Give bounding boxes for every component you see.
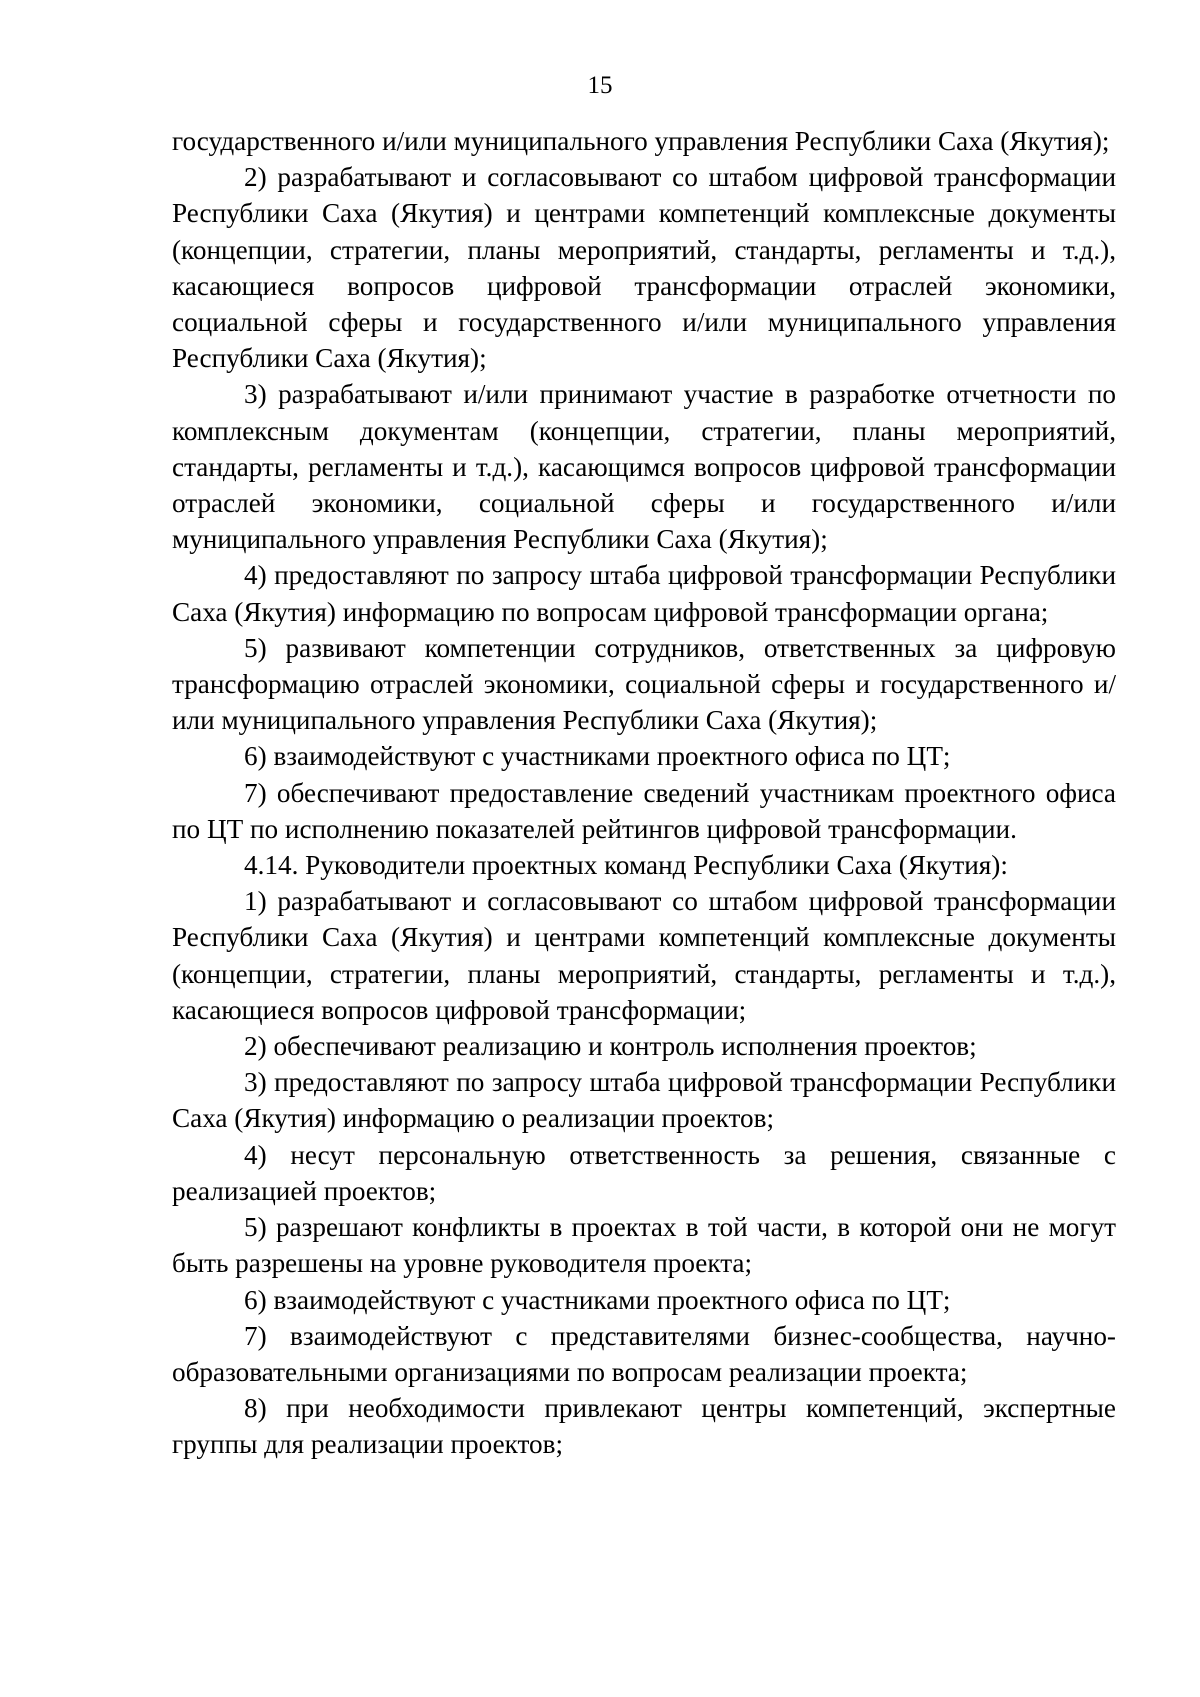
paragraph-item-8: 8) при необходимости привлекают центры компетенций, экспертные группы для реализации проектов; xyxy=(172,1393,1116,1460)
paragraph-item-5: 5) разрешают конфликты в проектах в той части, в которой они не могут быть разрешены на уровне руководителя проекта; xyxy=(172,1212,1116,1279)
paragraph-item-6: 6) взаимодействуют с участниками проектного офиса по ЦТ; xyxy=(244,1284,951,1315)
paragraph-item-3: 3) предоставляют по запросу штаба цифровой трансформации Республики Саха (Якутия) информацию о реализации проектов; xyxy=(172,1067,1116,1134)
page-number: 15 xyxy=(587,72,613,99)
paragraph-item-7: 7) обеспечивают предоставление сведений участникам проектного офиса по ЦТ по исполнению показателей рейтингов цифровой трансформации. xyxy=(172,777,1116,844)
paragraph-item-2: 2) разрабатывают и согласовывают со штабом цифровой трансформации Республики Саха (Якутия) и центрами компетенций комплексные документы (концепции, стратегии, планы мероприятий, стандарты, регламенты и т.д.), касающиеся вопросов цифровой трансформации отраслей экономики, социальной сферы и государственного и/или муниципального управления Республики Саха (Якутия); xyxy=(172,162,1116,374)
paragraph-item-7: 7) взаимодействуют с представителями бизнес-сообщества, научно-образовательными организациями по вопросам реализации проекта; xyxy=(172,1320,1116,1387)
paragraph-item-3: 3) разрабатывают и/или принимают участие в разработке отчетности по комплексным документам (концепции, стратегии, планы мероприятий, стандарты, регламенты и т.д.), касающимся вопросов цифровой трансформации отраслей экономики, социальной сферы и государственного и/или муниципального управления Республики Саха (Якутия); xyxy=(172,379,1116,555)
paragraph-item-6: 6) взаимодействуют с участниками проектного офиса по ЦТ; xyxy=(244,741,951,772)
section-heading-4-14: 4.14. Руководители проектных команд Республики Саха (Якутия): xyxy=(244,850,1008,881)
paragraph-item-5: 5) развивают компетенции сотрудников, ответственных за цифровую трансформацию отраслей экономики, социальной сферы и государственного и/или муниципального управления Республики Саха (Якутия); xyxy=(172,632,1116,736)
document-body xyxy=(172,123,1116,1463)
paragraph-continuation: государственного и/или муниципального управления Республики Саха (Якутия); xyxy=(172,126,1110,156)
paragraph-item-1: 1) разрабатывают и согласовывают со штабом цифровой трансформации Республики Саха (Якутия) и центрами компетенций комплексные документы (концепции, стратегии, планы мероприятий, стандарты, регламенты и т.д.), касающиеся вопросов цифровой трансформации; xyxy=(172,886,1116,1025)
paragraph-item-4: 4) предоставляют по запросу штаба цифровой трансформации Республики Саха (Якутия) информацию по вопросам цифровой трансформации органа; xyxy=(172,560,1116,627)
paragraph-item-4: 4) несут персональную ответственность за решения, связанные с реализацией проектов; xyxy=(172,1139,1116,1206)
paragraph-item-2: 2) обеспечивают реализацию и контроль исполнения проектов; xyxy=(244,1031,977,1062)
